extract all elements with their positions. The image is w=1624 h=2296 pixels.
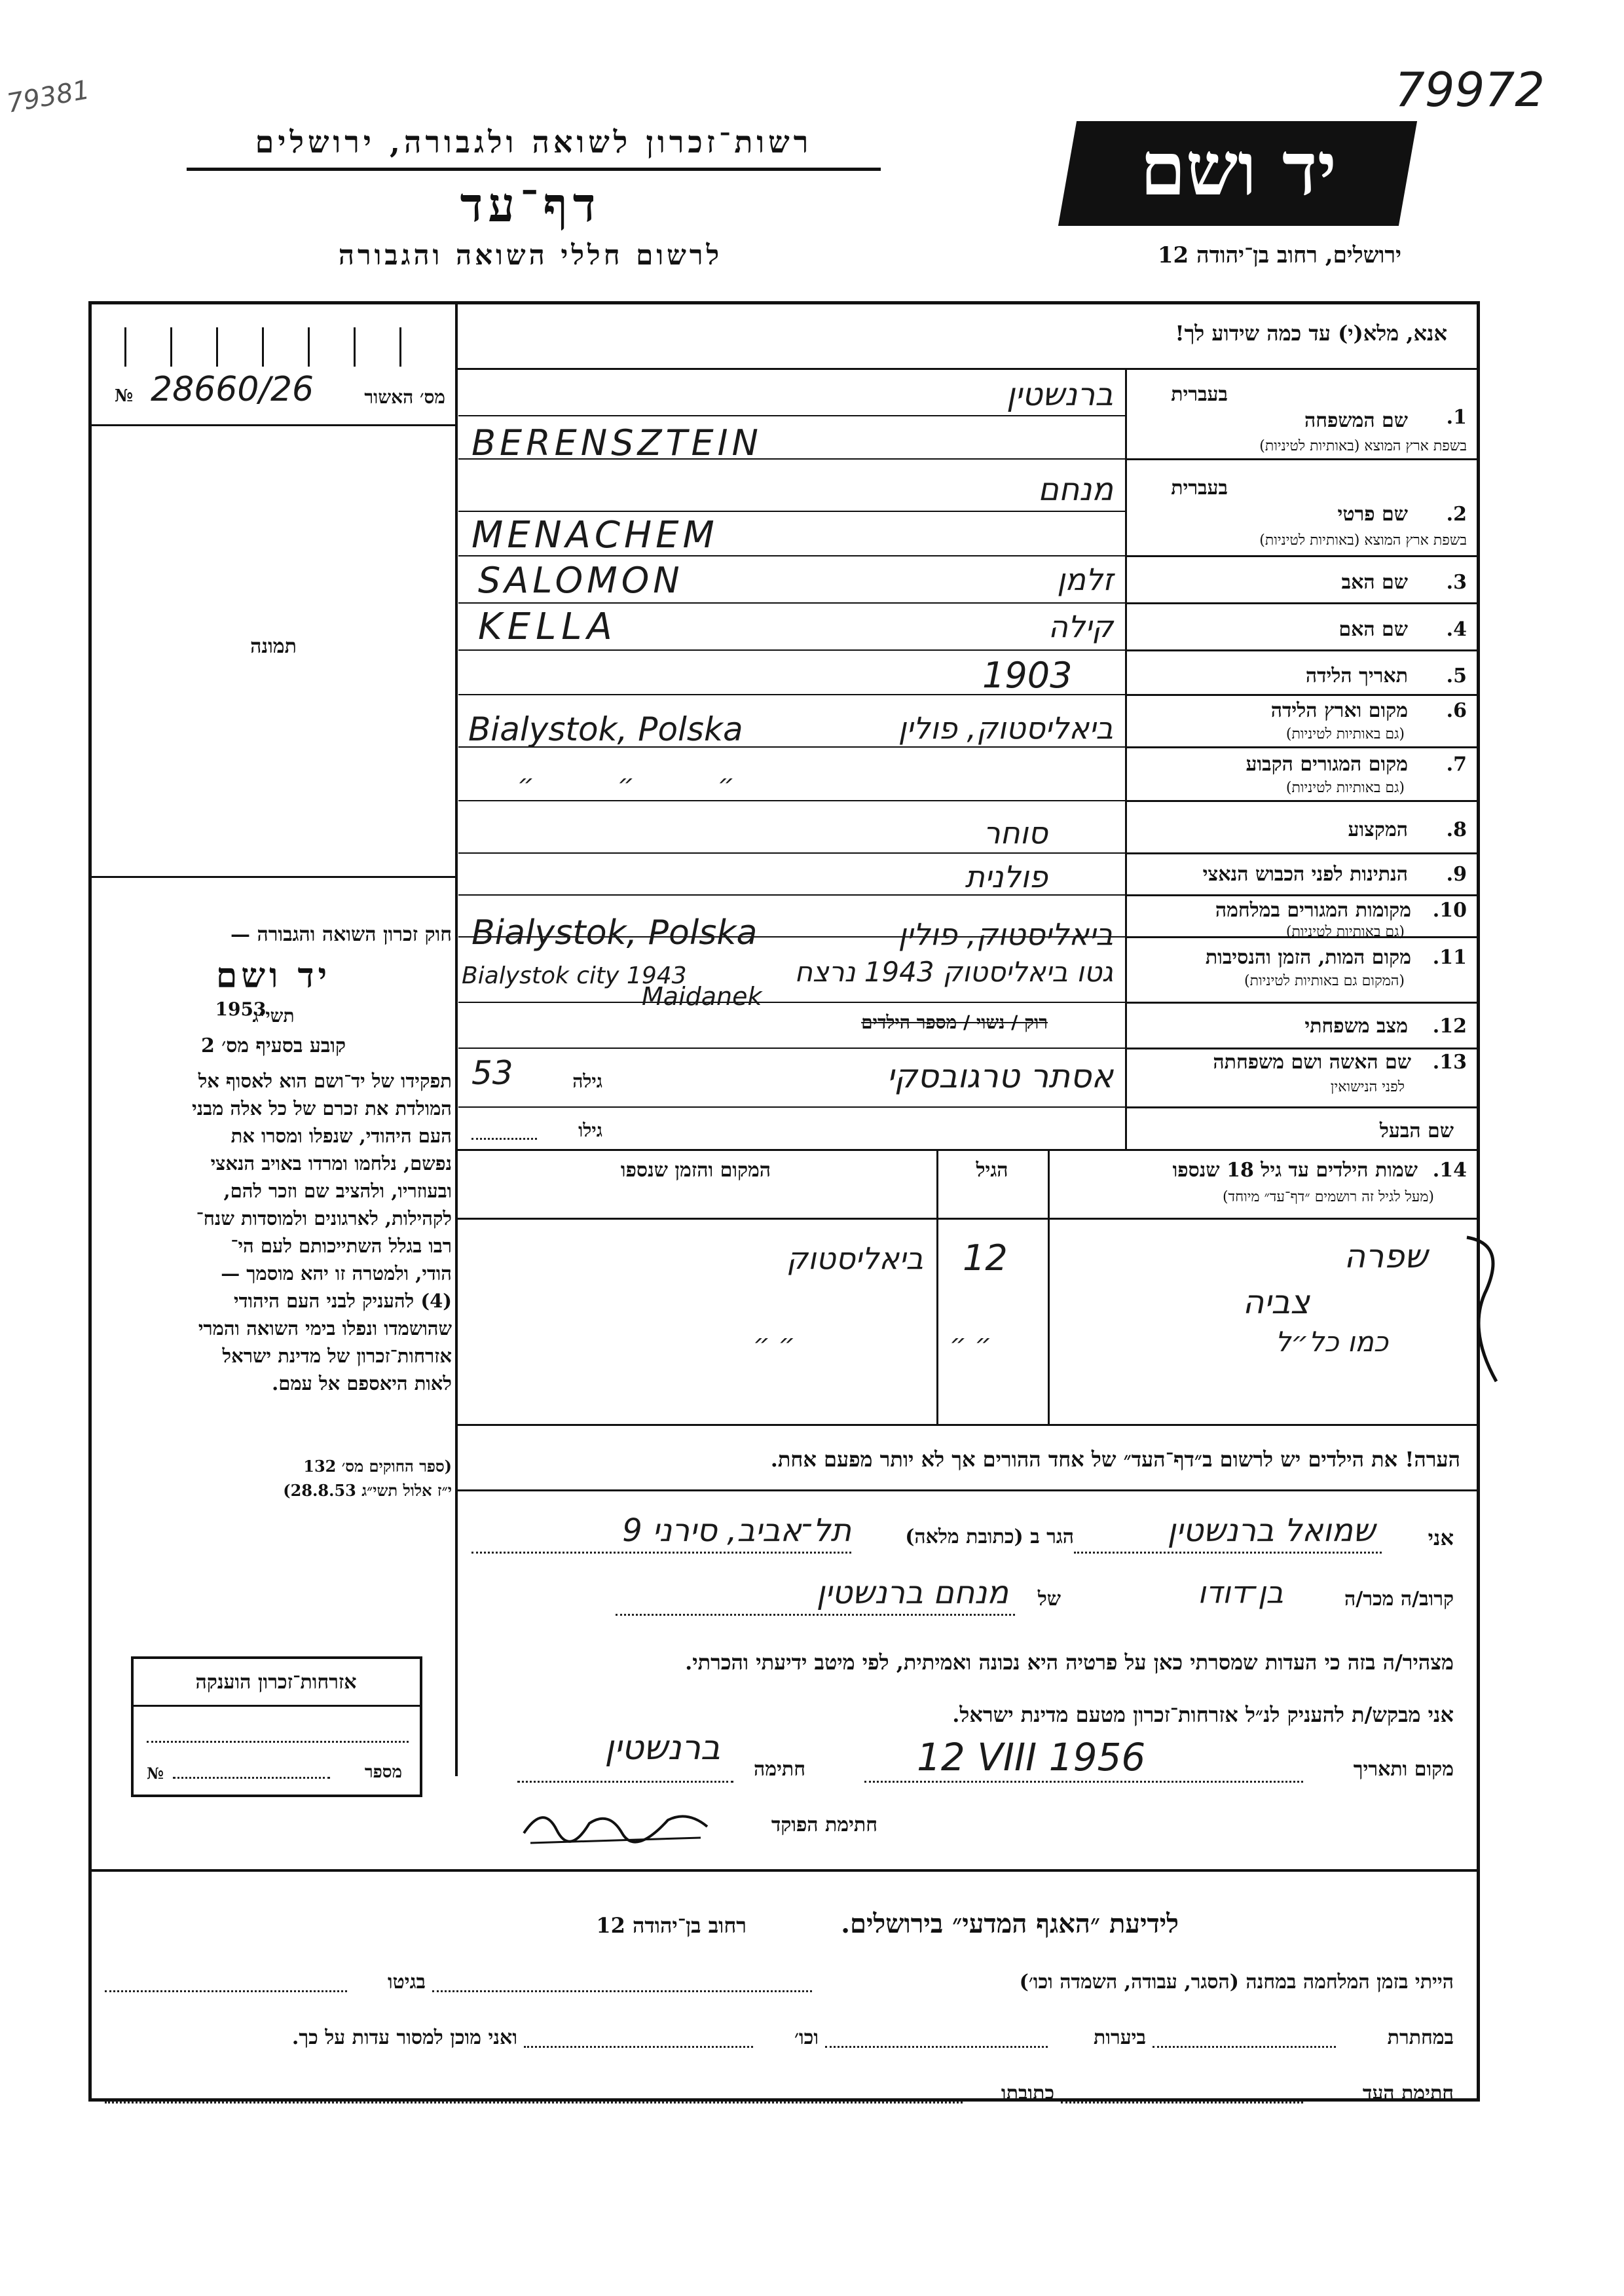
field-5-value: 1903 [982,655,1073,696]
field-11-value-extra: Maidanek [642,982,762,1011]
children-age-header: הגיל [976,1159,1008,1182]
field-5-label: תאריך הלידה [1305,665,1408,687]
field-6-label: מקום וארץ הלידה [1270,699,1408,722]
field-12-num: 12. [1432,1015,1467,1038]
field-9-value: פולנית [965,859,1048,894]
law-text-line: רבו בגלל השתייכותם לעם הי־ [231,1235,452,1257]
decl-i-line [1074,1552,1382,1554]
field-rule [1125,746,1479,748]
footer-title: לידיעת ״האגף המדעי״ בירושלים. [841,1908,1179,1939]
form-subtitle: לרשום חללי השואה והגבורה [338,239,723,271]
child-row-3-place: ״ ״ [753,1329,796,1359]
photo-label: תמונה [250,635,297,658]
note-text: הערה! את הילדים יש לרשום ב״דף־העד״ של אחד ההורים אך לא יותר מפעם אחת. [770,1447,1460,1472]
labels-column-divider [1125,369,1127,1151]
approval-number: 28660/26 [151,370,314,409]
child-row-3-name: כמו כל״ל [1275,1326,1388,1358]
field-1-heb-tag: בעברית [1171,383,1228,406]
field-4-num: 4. [1446,618,1467,641]
footer-witness-sig-label: חתימת העד [1362,2082,1454,2105]
footer-line1: הייתי בזמן המלחמה במחנה (הסגר, עבודה, השמדה וכו׳) [1019,1971,1454,1994]
decl-of-label: של [1037,1588,1061,1611]
field-11-sub: (המקום גם באותיות לטיניות) [1244,973,1405,989]
field-rule [1125,1106,1479,1108]
field-7-label: מקום המגורים הקבוע [1246,753,1408,776]
field-13-age: 53 [471,1054,513,1092]
field-10-value-heb: ביאליסטוק, פולין [898,917,1113,952]
sidebar-divider [455,303,458,1776]
field-rule [1125,694,1479,696]
field-6-value-lat: Bialystok, Polska [468,710,743,748]
field-12-label: מצב משפחתי [1304,1015,1408,1038]
children-col-divider-1 [1048,1149,1050,1424]
field-13-num: 13. [1432,1051,1467,1074]
law-year-heb: תשי״ג [252,1005,295,1027]
decl-signature-line [517,1781,733,1783]
decl-resident-label: הגר ב (כתובת מלאה) [905,1525,1074,1548]
field-8-num: 8. [1446,818,1467,841]
field-1-value-lat: BERENSZTEIN [471,422,762,464]
note-rule [455,1489,1478,1491]
law-clause: קובע בסעיף מס׳ 2 [200,1034,346,1057]
field-11-num: 11. [1432,946,1467,969]
footer-etc-line [524,2046,753,2048]
decl-officer-label: חתימת הפוקד [771,1813,877,1836]
value-rule [458,852,1125,854]
value-rule [458,511,1125,512]
decl-of-value: מנחם ברנשטין [816,1575,1008,1611]
decl-relation-value: בן־דודו [1197,1575,1283,1610]
child-row-1-name: שפרה [1344,1237,1428,1275]
field-3-value-lat: SALOMON [478,560,684,601]
approval-no-prefix: № [115,386,134,406]
field-2-num: 2. [1446,503,1467,526]
decl-i-value: שמואל ברנשטין [1167,1512,1375,1549]
field-4-label: שם האם [1338,618,1408,641]
field-rule [1125,555,1479,557]
footer-ghetto-label: בגיטו [387,1971,426,1994]
field-13-label: שם האשה ושם משפחתה [1213,1051,1411,1074]
footer-underground-line [1153,2046,1336,2048]
field-7-value: ״ ״ ״ [517,769,735,799]
field-3-num: 3. [1446,571,1467,594]
child-row-2-name: צביה [1242,1283,1310,1321]
children-header: שמות הילדים עד גיל 18 שנספו [1172,1159,1418,1182]
value-rule [458,1002,1125,1003]
citizenship-box-line [147,1741,409,1743]
form-title: דף־עד [460,177,601,232]
decl-relation-label: קרוב/ה מכר/ה [1344,1588,1454,1611]
field-7-num: 7. [1446,753,1467,776]
law-ref-1: (ספר החוקים מס׳ 132 [303,1457,452,1476]
child-row-1-place: ביאליסטוק [786,1241,923,1276]
field-11-label: מקום המות, הזמן והנסיבות [1205,946,1411,969]
decl-signature-value: ברנשטין [604,1728,720,1768]
intro-text: אנא, מלא(י) עד כמה שידוע לך! [1175,321,1447,346]
footer-witness-sig-line [1061,2102,1303,2104]
approval-label: מס׳ האשור [364,386,445,408]
field-13-value: אסתר טרגובסקי [887,1057,1113,1095]
husband-age-label: גילו [578,1120,602,1141]
officer-signature [517,1797,714,1850]
field-8-label: המקצוע [1348,818,1408,841]
value-rule [458,800,1125,801]
field-1-sub: בשפת ארץ המוצא (באותיות לטיניות) [1259,438,1467,454]
field-8-value: סוחר [983,815,1048,850]
law-text-line: לקהילות, לארגונים ולמוסדות שנח־ [196,1207,452,1230]
citizenship-no-label: מספר [364,1762,402,1782]
law-text-line: לאות היאספם אל עמם. [272,1372,452,1394]
law-text-line: נפשם, נלחמו ומרדו באויב הנאצי [210,1152,452,1175]
decl-place-date-value: 12 VIII 1956 [917,1735,1146,1779]
field-rule [1125,602,1479,604]
footer-forests-line [825,2046,1048,2048]
law-text-line: העם היהודי, שנפלו ומסרו את [231,1125,452,1147]
field-13-age-label: גילה [572,1070,602,1092]
law-name: יד ושם [215,956,331,996]
law-ref-2: י״ז אלול תשי״ג 28.8.53) [283,1481,452,1500]
law-text [95,1067,452,1397]
decl-address-line [471,1552,851,1554]
footer-address-line [105,2102,963,2104]
intro-rule [455,368,1478,370]
citizenship-box-rule [134,1705,420,1707]
field-rule [1125,458,1479,460]
field-rule [1125,649,1479,651]
children-col-divider-2 [936,1149,938,1424]
field-10-sub: (גם באותיות לטיניות) [1285,924,1405,940]
approval-rule [92,424,455,426]
field-13-sub: לפני הנישואין [1330,1079,1405,1095]
children-header-sub: (מעל לגיל זה רושמים ״דף־עד״ מיוחד) [1222,1189,1434,1205]
field-9-label: הנתינות לפני הכבוש הנאצי [1202,863,1408,886]
decl-place-date-line [864,1781,1303,1783]
children-num: 14. [1432,1159,1467,1182]
field-12-value: רוק / נשוי / מספר הילדים [861,1011,1048,1033]
footer-underground-label: במחתרת [1387,2026,1454,2049]
org-underline [187,168,881,171]
footer-address: רחוב בן־יהודה 12 [596,1913,747,1938]
field-4-value-lat: KELLA [478,606,618,648]
law-text-line: (4) להעניק לבני העם היהודי [234,1290,452,1312]
footer-divider [88,1869,1480,1872]
decl-place-date-label: מקום ותאריך [1353,1758,1454,1781]
child-row-3-age: ״ ״ [950,1329,992,1359]
field-2-label: שם פרטי [1337,503,1408,526]
logo-text: יד ושם [1140,126,1337,212]
law-text-line: שהושמדו ונפלו בימי השואה והמרי [198,1317,452,1339]
citizenship-box-title: אזרחות־זכרון הוענקה [195,1671,357,1694]
field-6-value-heb: ביאליסטוק, פולין [898,710,1113,746]
law-text-line: ובעוזריו, ולהציב שם וזכר להם, [223,1180,452,1202]
decl-signature-label: חתימה [754,1758,805,1781]
margin-bracket-mark [1460,1231,1513,1388]
law-text-line: תפקידו של יד־ושם הוא לאסוף אל [198,1070,452,1092]
field-11-value-heb: גטו ביאליסטוק 1943 נרצח [794,956,1113,988]
field-10-label: מקומות המגורים במלחמה [1215,899,1411,922]
footer-address-label: כתובתו [1001,2082,1054,2105]
value-rule [458,1106,1125,1108]
husband-label: שם הבעל [1379,1120,1454,1142]
value-rule [458,894,1125,896]
footer-forests-label: ביערות [1093,2026,1146,2049]
field-7-sub: (גם באותיות לטיניות) [1285,780,1405,796]
field-4-value-heb: קילה [1048,609,1113,644]
footer-camp-line [432,1990,812,1992]
field-6-sub: (גם באותיות לטיניות) [1285,726,1405,742]
footer-ready-label: ואני מוכן למסור עדות על כך. [291,2026,517,2049]
law-title: חוק זכרון השואה והגבורה — [231,923,452,946]
org-line: רשות־זכרון לשואה ולגבורה, ירושלים [255,124,813,160]
children-bottom-rule [455,1424,1478,1426]
field-9-num: 9. [1446,863,1467,886]
field-rule [1125,894,1479,896]
citizenship-box [131,1656,422,1797]
field-5-num: 5. [1446,665,1467,687]
value-rule [458,649,1125,651]
decl-of-line [616,1614,1015,1616]
field-2-heb-tag: בעברית [1171,477,1228,500]
header-address: ירושלים, רחוב בן־יהודה 12 [1157,242,1401,268]
law-year: 1953 [215,998,267,1020]
law-section-rule [92,876,455,878]
margin-scribble: 79381 [4,75,92,119]
field-rule [1125,1048,1479,1049]
field-1-value-heb: ברנשטין [1006,376,1113,413]
footer-ghetto-line [105,1990,347,1992]
field-6-num: 6. [1446,699,1467,722]
decl-i-label: אני [1428,1525,1454,1550]
field-1-label: שם המשפחה [1304,409,1408,432]
citizenship-no-line [173,1777,330,1779]
field-11-value-lat: Bialystok city 1943 [462,962,687,989]
yad-vashem-logo [1058,121,1417,226]
field-rule [1125,852,1479,854]
field-3-value-heb: זלמן [1057,562,1113,597]
footer-etc-label: וכו׳ [794,2026,819,2049]
field-10-value-lat: Bialystok, Polska [471,913,758,953]
law-text-line: אזרחות־זכרון של מדינת ישראל [222,1345,452,1367]
decl-request-text: אני מבקש/ת להעניק לנ״ל אזרחות־זכרון מטעם מדינת ישראל. [952,1702,1454,1727]
field-rule [455,1149,1478,1151]
child-row-1-age: 12 [963,1237,1008,1279]
top-handwritten-number: 79972 [1395,62,1545,117]
field-3-label: שם האב [1341,571,1408,594]
children-place-header: המקום והזמן שנספו [620,1159,771,1182]
children-header-rule [455,1218,1478,1220]
value-rule [458,1048,1125,1049]
field-2-value-lat: MENACHEM [471,514,718,556]
husband-age-line [471,1138,537,1140]
law-text-line: המולדת את זכרם של כל אלה מבני [192,1097,452,1120]
citizenship-no-prefix: № [147,1764,164,1783]
value-rule [458,602,1125,604]
field-rule [1125,800,1479,802]
law-text-line: הודי, ולמטרה זו יהא מוסמך — [221,1262,452,1285]
field-10-num: 10. [1432,899,1467,922]
field-rule [1125,1002,1479,1004]
field-2-value-heb: מנחם [1037,471,1113,508]
approval-boxes [92,327,452,367]
field-1-num: 1. [1446,406,1467,429]
value-rule [458,415,1125,416]
decl-address-value: תל־אביב, סירני 9 [622,1512,851,1549]
decl-declare-text: מצהיר/ה בזה כי העדות שמסרתי כאן על פרטיה היא נכונה ואמיתית, לפי מיטב ידיעתי והכרתי. [685,1650,1454,1675]
field-2-sub: בשפת ארץ המוצא (באותיות לטיניות) [1259,532,1467,549]
